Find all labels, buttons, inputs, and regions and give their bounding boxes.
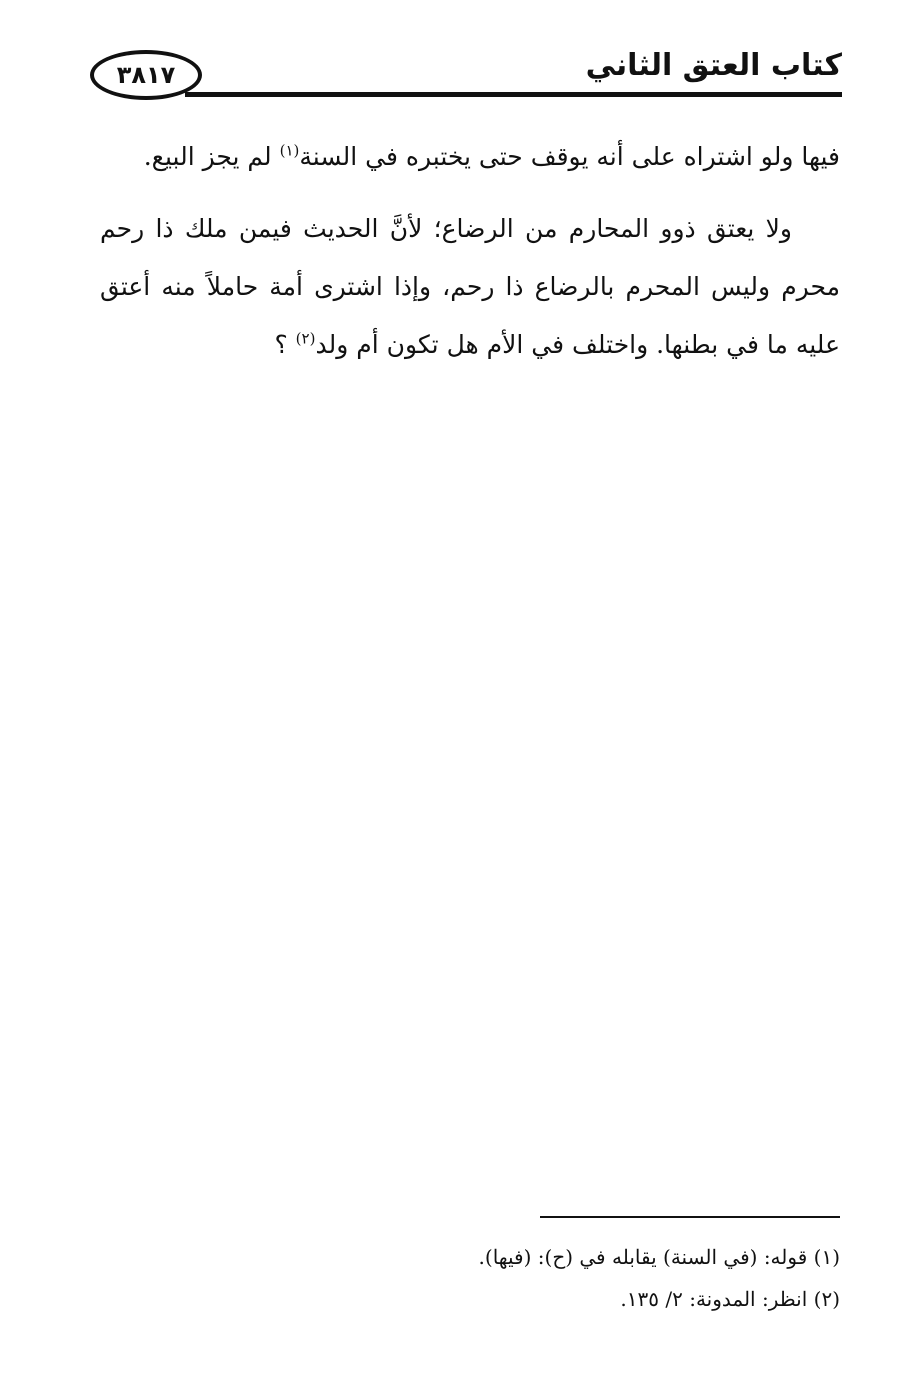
paragraph-1-end: لم يجز البيع. (143, 142, 280, 171)
footnote-1: (١) قوله: (في السنة) يقابله في (ح): (فيها). (478, 1245, 840, 1269)
paragraph-2-end: ؟ (274, 330, 296, 359)
footnote-marker-1: (١) (279, 141, 300, 160)
book-title: كتاب العتق الثاني (585, 48, 842, 83)
footnote-marker-2: (٢) (295, 329, 316, 348)
paragraph-1 (100, 128, 840, 186)
paragraph-2-text: ولا يعتق ذوو المحارم من الرضاع؛ لأنَّ الحديث فيمن ملك ذا رحم محرم وليس المحرم بالرضاع ذا رحم، وإذا اشترى أمة حاملاً منه أعتق عليه ما في بطنها. واختلف في الأم هل تكون أم ولد (100, 214, 840, 359)
header-rule (185, 92, 842, 97)
main-text (100, 128, 840, 374)
paragraph-2 (100, 200, 840, 374)
page-header (90, 40, 842, 104)
footnotes (100, 1236, 840, 1320)
paragraph-1-text: فيها ولو اشتراه على أنه يوقف حتى يختبره في السنة (299, 142, 840, 171)
footnote-2: (٢) انظر: المدونة: ٢/ ١٣٥. (620, 1287, 840, 1311)
page-number: ٣٨١٧ (90, 50, 202, 100)
footnote-rule (540, 1216, 840, 1218)
